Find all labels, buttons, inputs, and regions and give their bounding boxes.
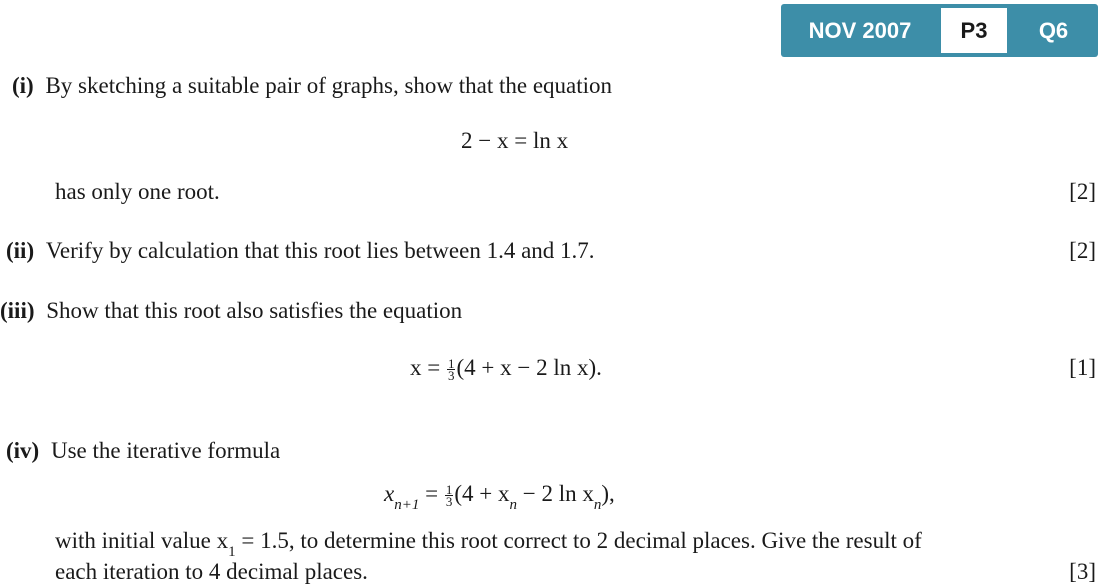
paper-number-label: P3	[941, 8, 1007, 53]
part-ii-marks: [2]	[1069, 238, 1096, 263]
part-iii-number: (iii)	[0, 298, 35, 323]
part-iii-text: Show that this root also satisfies the equation	[46, 298, 463, 323]
part-iv-line-2: each iteration to 4 decimal places.	[55, 559, 368, 584]
part-iv-question	[6, 437, 280, 465]
question-reference-badge	[781, 4, 1098, 57]
part-iii-question	[0, 297, 462, 325]
part-ii-text: Verify by calculation that this root lies between 1.4 and 1.7.	[45, 238, 595, 263]
iterative-formula: $x_{n+1}$ = $\frac{1}{3}$ ($4 + x_n - 2$ $\ln x_n$),	[384, 481, 615, 513]
part-iv-line-1: with initial value $x_1 = 1.5$, to determine this root correct to 2 decimal places. Give the result of	[55, 528, 922, 560]
part-ii-number: (ii)	[6, 238, 35, 263]
part-iii-equation-rhs: (4 + x − 2 ln x).	[456, 355, 602, 380]
part-iv-number: (iv)	[6, 438, 40, 463]
part-iii-equation-lhs: x =	[410, 355, 446, 380]
part-i-continuation: has only one root.	[55, 179, 220, 204]
part-ii-question	[6, 237, 595, 265]
one-third-fraction: $\frac{1}{3}$	[447, 356, 455, 384]
part-iv-text: Use the iterative formula	[50, 438, 281, 463]
exam-date-label: NOV 2007	[808, 18, 912, 43]
part-iii-equation	[410, 354, 602, 382]
part-i-number: (i)	[12, 73, 34, 98]
part-i-marks: [2]	[1069, 179, 1096, 204]
part-i-question	[12, 72, 612, 100]
part-i-text: By sketching a suitable pair of graphs, show that the equation	[45, 73, 613, 98]
one-third-fraction: $\frac{1}{3}$	[445, 482, 453, 510]
part-iii-marks: [1]	[1069, 355, 1096, 380]
part-i-equation: 2 − x = ln x	[461, 128, 569, 153]
question-number-label: Q6	[1038, 18, 1069, 43]
part-iv-marks: [3]	[1069, 559, 1096, 584]
